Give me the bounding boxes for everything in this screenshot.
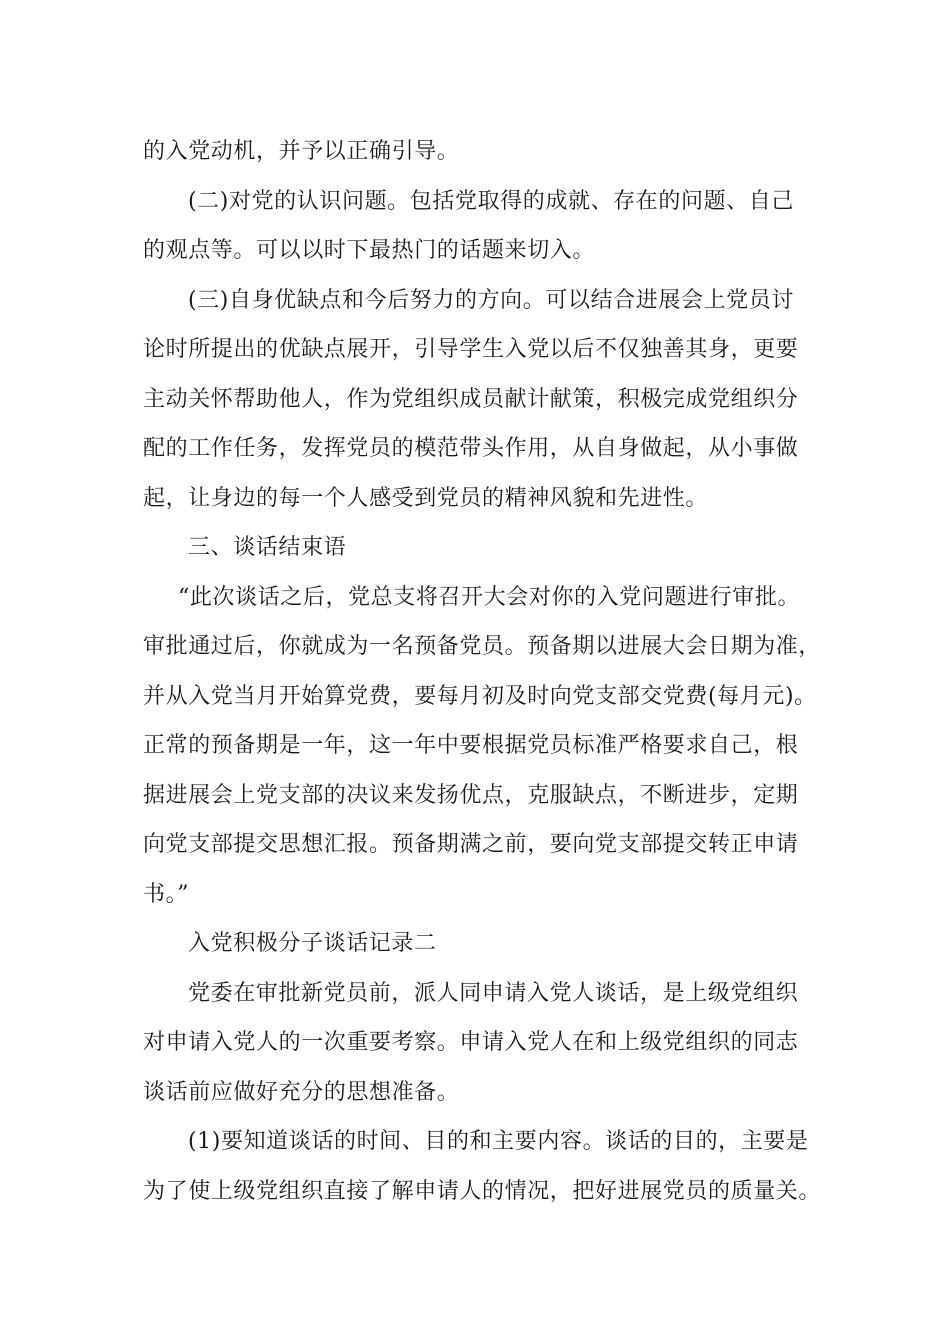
text-line: 据进展会上党支部的决议来发扬优点，克服缺点，不断进步，定期: [143, 783, 799, 808]
text-line: 主动关怀帮助他人，作为党组织成员献计献策，积极完成党组织分: [143, 387, 799, 412]
text-line: 论时所提出的优缺点展开，引导学生入党以后不仅独善其身，更要: [143, 337, 799, 362]
section-heading: 入党积极分子谈话记录二: [188, 931, 437, 956]
text-line: (二)对党的认识问题。包括党取得的成就、存在的问题、自己: [188, 189, 794, 214]
text-line: 谈话前应做好充分的思想准备。: [143, 1080, 460, 1105]
text-line: 的入党动机，并予以正确引导。: [143, 139, 460, 164]
text-line: 向党支部提交思想汇报。预备期满之前，要向党支部提交转正申请: [143, 832, 799, 857]
text-line: 对申请入党人的一次重要考察。申请入党人在和上级党组织的同志: [143, 1030, 799, 1055]
section-heading: 三、谈话结束语: [188, 535, 347, 560]
text-line: 党委在审批新党员前，派人同申请入党人谈话，是上级党组织: [188, 981, 799, 1006]
text-line: “此次谈话之后，党总支将召开大会对你的入党问题进行审批。: [178, 585, 801, 610]
text-line: 为了使上级党组织直接了解申请人的情况，把好进展党员的质量关。: [143, 1179, 822, 1204]
text-line: (1)要知道谈话的时间、目的和主要内容。谈话的目的，主要是: [188, 1129, 809, 1154]
text-line: 的观点等。可以以时下最热门的话题来切入。: [143, 238, 596, 263]
text-line: (三)自身优缺点和今后努力的方向。可以结合进展会上党员讨: [188, 288, 794, 313]
text-line: 书。”: [143, 882, 190, 907]
text-line: 并从入党当月开始算党费，要每月初及时向党支部交党费(每月元)。: [143, 684, 817, 709]
text-line: 正常的预备期是一年，这一年中要根据党员标准严格要求自己，根: [143, 733, 799, 758]
text-line: 起，让身边的每一个人感受到党员的精神风貌和先进性。: [143, 486, 709, 511]
text-line: 审批通过后，你就成为一名预备党员。预备期以进展大会日期为准，: [143, 634, 822, 659]
text-line: 配的工作任务，发挥党员的模范带头作用，从自身做起，从小事做: [143, 436, 799, 461]
